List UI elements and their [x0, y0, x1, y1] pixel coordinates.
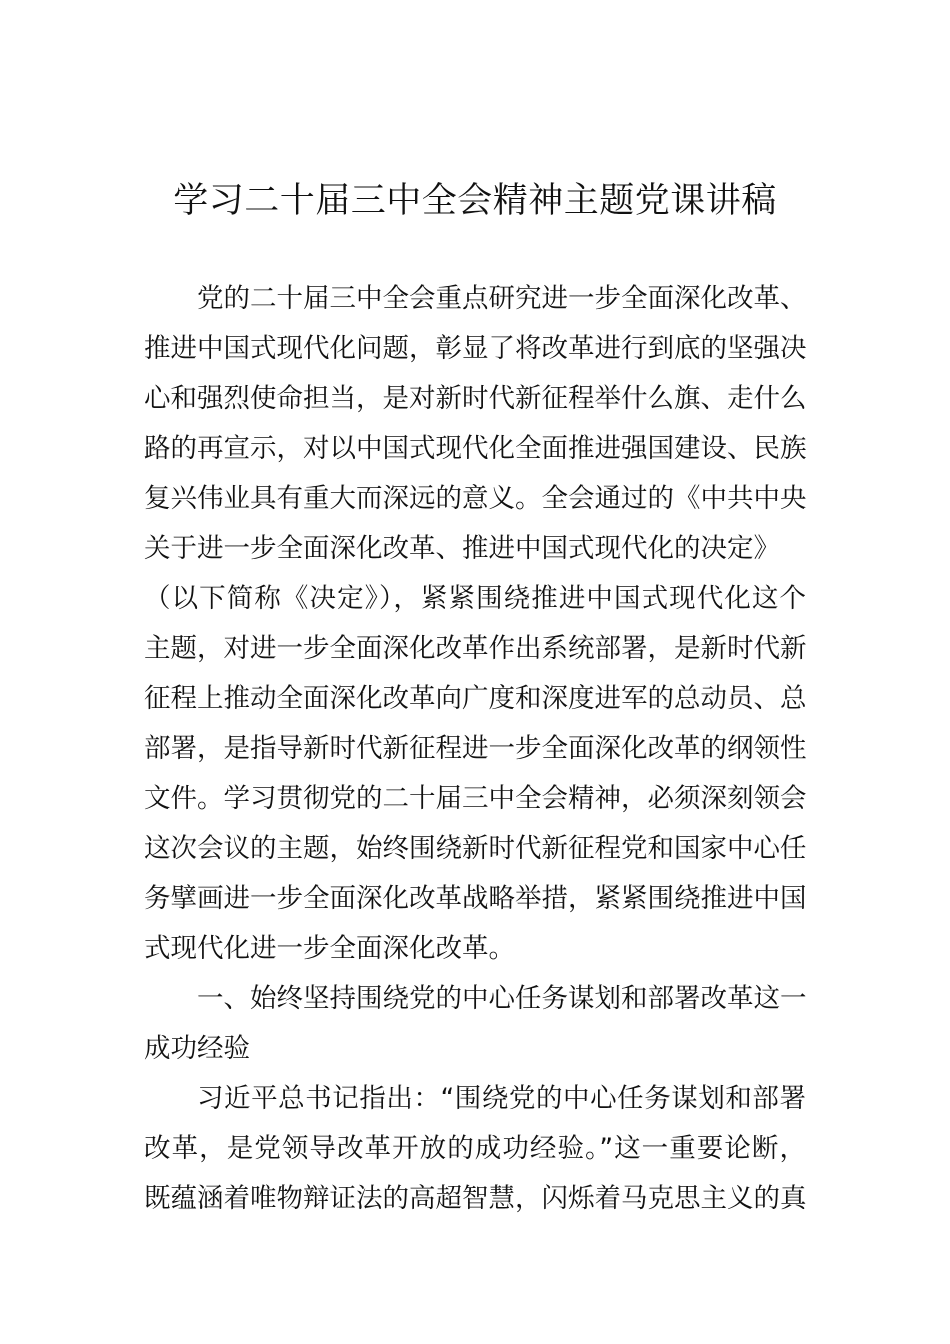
paragraph-line: （以下简称《决定》），紧紧围绕推进中国式现代化这个 — [144, 583, 806, 614]
document-title: 学习二十届三中全会精神主题党课讲稿 — [173, 181, 777, 221]
paragraph-line: 式现代化进一步全面深化改革。 — [144, 933, 515, 964]
paragraph-line: 改革，是党领导改革开放的成功经验。”这一重要论断， — [144, 1133, 806, 1164]
paragraph-line: 部署，是指导新时代新征程进一步全面深化改革的纲领性 — [144, 733, 807, 764]
document-body — [144, 274, 806, 1224]
paragraph-line: 推进中国式现代化问题，彰显了将改革进行到底的坚强决 — [144, 333, 807, 364]
section-heading-line: 成功经验 — [144, 1033, 250, 1064]
paragraph-line: 路的再宣示，对以中国式现代化全面推进强国建设、民族 — [144, 433, 807, 464]
paragraph-line: 既蕴涵着唯物辩证法的高超智慧，闪烁着马克思主义的真 — [144, 1183, 807, 1214]
paragraph-line: 关于进一步全面深化改革、推进中国式现代化的决定》 — [144, 533, 780, 564]
paragraph-line: 征程上推动全面深化改革向广度和深度进军的总动员、总 — [144, 683, 807, 714]
paragraph-line: 党的二十届三中全会重点研究进一步全面深化改革、 — [197, 283, 807, 314]
paragraph-line: 心和强烈使命担当，是对新时代新征程举什么旗、走什么 — [144, 383, 807, 414]
paragraph-line: 文件。学习贯彻党的二十届三中全会精神，必须深刻领会 — [144, 783, 807, 814]
paragraph-line: 习近平总书记指出：“围绕党的中心任务谋划和部署 — [197, 1083, 806, 1114]
paragraph-line: 复兴伟业具有重大而深远的意义。全会通过的《中共中央 — [144, 483, 807, 514]
paragraph-line: 主题，对进一步全面深化改革作出系统部署，是新时代新 — [144, 633, 807, 664]
paragraph-line: 务擘画进一步全面深化改革战略举措，紧紧围绕推进中国 — [144, 883, 807, 914]
section-heading-line: 一、始终坚持围绕党的中心任务谋划和部署改革这一 — [197, 983, 807, 1014]
paragraph-line: 这次会议的主题，始终围绕新时代新征程党和国家中心任 — [144, 833, 807, 864]
